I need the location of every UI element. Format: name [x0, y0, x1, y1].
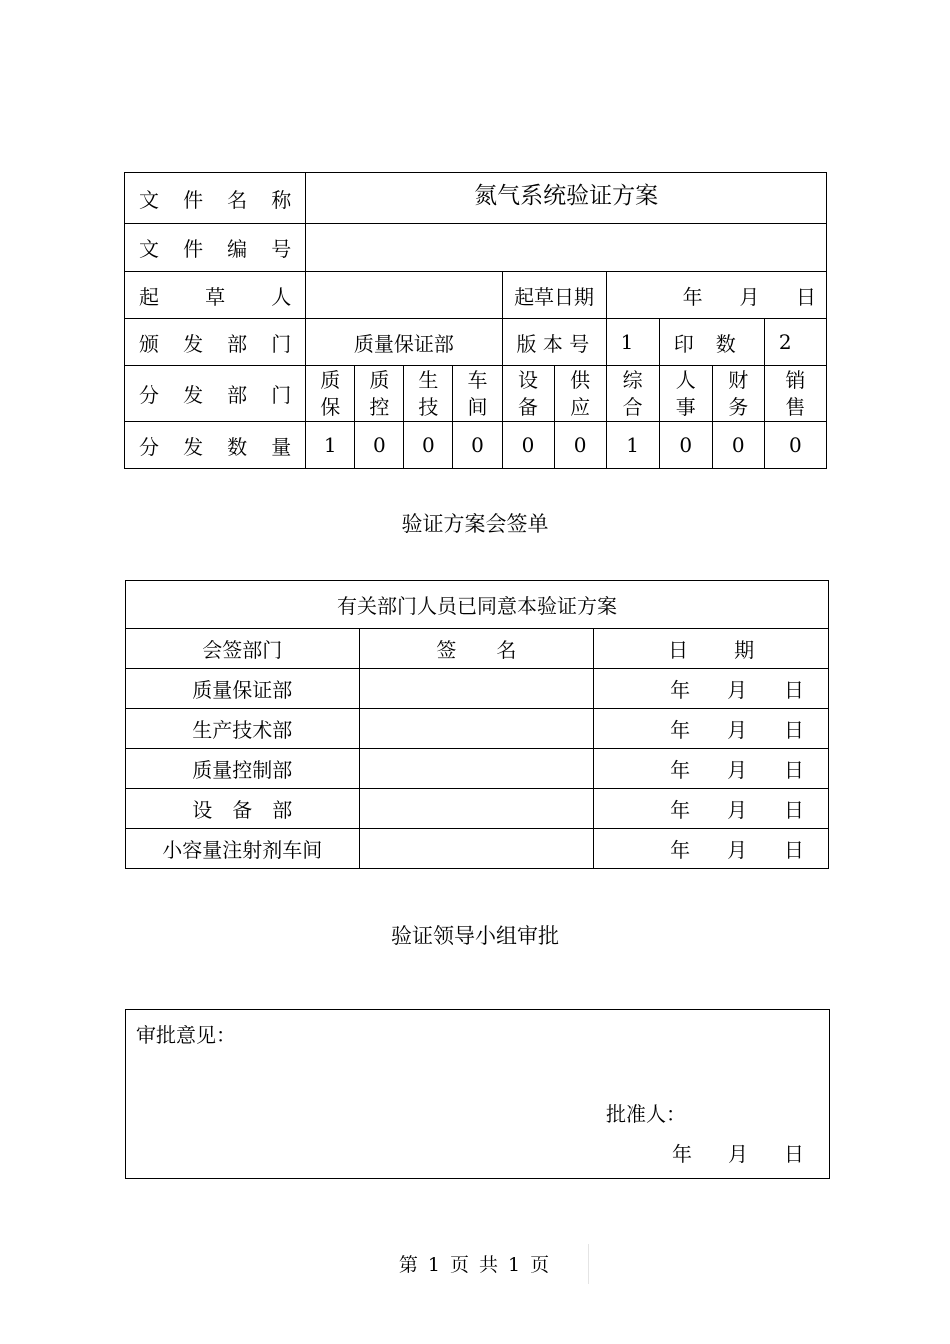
approver-label: 批准人： — [606, 1102, 686, 1126]
qty-cell: 0 — [404, 422, 453, 469]
dept-name: 生产技术部 — [126, 709, 360, 749]
qty-cell: 0 — [502, 422, 554, 469]
version-value: 1 — [606, 319, 659, 366]
signature-cell — [359, 669, 594, 709]
issue-dept-value: 质量保证部 — [306, 319, 502, 366]
dept-name: 质量控制部 — [126, 749, 360, 789]
approval-title: 验证领导小组审批 — [391, 924, 559, 948]
signoff-title: 验证方案会签单 — [401, 512, 549, 536]
signature-cell — [359, 709, 594, 749]
date-cell: 年 月 日 — [594, 789, 829, 829]
page-footer: 第 1 页 共 1 页 — [398, 1254, 552, 1276]
table-row — [126, 749, 829, 789]
label-distribution-qty: 分 发 数 量 — [125, 422, 306, 469]
print-count-value: 2 — [764, 319, 826, 366]
label-file-number: 文 件 编 号 — [125, 224, 306, 272]
file-number-value — [306, 224, 827, 272]
label-issue-dept: 颁 发 部 门 — [125, 319, 306, 366]
qty-cell: 0 — [659, 422, 712, 469]
qty-cell: 0 — [764, 422, 826, 469]
dept-cell: 质 控 — [355, 366, 404, 422]
label-drafter: 起 草 人 — [125, 272, 306, 319]
date-cell: 年 月 日 — [594, 709, 829, 749]
col-sign-header: 签 名 — [359, 629, 594, 669]
signature-cell — [359, 789, 594, 829]
table-row — [126, 789, 829, 829]
date-cell: 年 月 日 — [594, 749, 829, 789]
table-row — [126, 829, 829, 869]
dept-cell: 设 备 — [502, 366, 554, 422]
draft-date-value: 年 月 日 — [606, 272, 826, 319]
date-cell: 年 月 日 — [594, 829, 829, 869]
drafter-value — [306, 272, 502, 319]
col-date-header: 日 期 — [594, 629, 829, 669]
label-draft-date: 起草日期 — [502, 272, 606, 319]
divider — [588, 1244, 589, 1284]
date-cell: 年 月 日 — [594, 669, 829, 709]
dept-cell: 生 技 — [404, 366, 453, 422]
dept-cell: 财 务 — [712, 366, 764, 422]
signoff-header: 有关部门人员已同意本验证方案 — [126, 581, 829, 629]
label-distribution-dept: 分 发 部 门 — [125, 366, 306, 422]
dept-cell: 车 间 — [453, 366, 502, 422]
signature-cell — [359, 829, 594, 869]
dept-cell: 销 售 — [764, 366, 826, 422]
qty-cell: 0 — [554, 422, 606, 469]
qty-cell: 0 — [712, 422, 764, 469]
qty-cell: 1 — [606, 422, 659, 469]
dept-cell: 质 保 — [306, 366, 355, 422]
label-print-count: 印 数 — [659, 319, 764, 366]
table-row — [126, 669, 829, 709]
document-info-table — [124, 172, 827, 469]
signature-cell — [359, 749, 594, 789]
dept-cell: 综 合 — [606, 366, 659, 422]
opinion-label: 审批意见： — [136, 1023, 236, 1047]
dept-name: 质量保证部 — [126, 669, 360, 709]
col-dept-header: 会签部门 — [126, 629, 360, 669]
dept-cell: 人 事 — [659, 366, 712, 422]
dept-name: 小容量注射剂车间 — [126, 829, 360, 869]
label-file-name: 文 件 名 称 — [125, 173, 306, 224]
dept-name: 设 备 部 — [126, 789, 360, 829]
document-title: 氮气系统验证方案 — [306, 173, 827, 224]
dept-cell: 供 应 — [554, 366, 606, 422]
qty-cell: 1 — [306, 422, 355, 469]
approval-date: 年 月 日 — [672, 1142, 804, 1166]
qty-cell: 0 — [453, 422, 502, 469]
signoff-table — [125, 580, 829, 869]
table-row — [126, 709, 829, 749]
qty-cell: 0 — [355, 422, 404, 469]
approval-box — [125, 1009, 830, 1179]
label-version: 版 本 号 — [502, 319, 606, 366]
